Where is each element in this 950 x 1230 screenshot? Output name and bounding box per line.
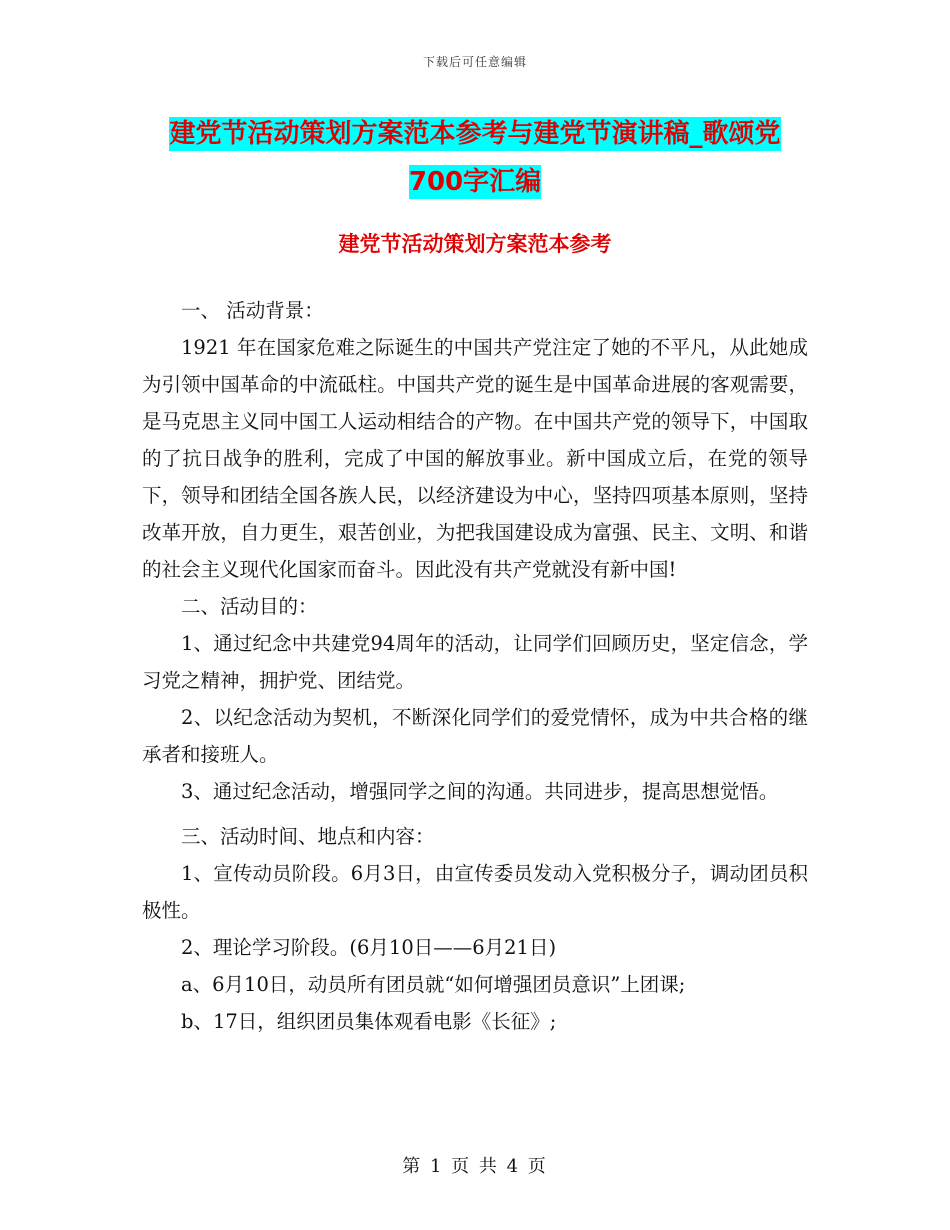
paragraph-purpose-3: 3、通过纪念活动，增强同学之间的沟通。共同进步，提高思想觉悟。 (181, 780, 779, 803)
paragraph-purpose-1: 1、通过纪念中共建党94周年的活动，让同学们回顾历史，坚定信念，学习党之精神，拥护党、团结党。 (142, 632, 808, 692)
paragraph-schedule-heading: 三、活动时间、地点和内容： (181, 825, 435, 848)
document-title (140, 110, 810, 206)
paragraph-schedule-2a: a、6月10日，动员所有团员就“如何增强团员意识”上团课; (181, 973, 686, 996)
paragraph-background-heading: 一、 活动背景： (181, 299, 324, 322)
paragraph-schedule-2b: b、17日，组织团员集体观看电影《长征》; (181, 1010, 557, 1033)
page-header-note: 下载后可任意编辑 (422, 55, 527, 69)
section-title: 建党节活动策划方案范本参考 (338, 232, 612, 256)
paragraph-schedule-2: 2、理论学习阶段。(6月10日——6月21日) (181, 936, 557, 959)
paragraph-purpose-2: 2、以纪念活动为契机，不断深化同学们的爱党情怀，成为中共合格的继承者和接班人。 (142, 706, 808, 766)
page-number-footer: 第 1 页 共 4 页 (402, 1156, 548, 1177)
paragraph-purpose-heading: 二、活动目的： (181, 595, 318, 618)
paragraph-background-text: 1921 年在国家危难之际诞生的中国共产党注定了她的不平凡，从此她成为引领中国革命的中流砥柱。中国共产党的诞生是中国革命进展的客观需要，是马克思主义同中国工人运动相结合的产物。在中国共产党的领导下，中国取的了抗日战争的胜利，完成了中国的解放事业。新中国成立后，在党的领导下，领导和团结全国各族人民，以经济建设为中心，坚持四项基本原则，坚持改革开放，自力更生，艰苦创业，为把我国建设成为富强、民主、文明、和谐的社会主义现代化国家而奋斗。因此没有共产党就没有新中国! (142, 336, 808, 581)
document-body (142, 292, 808, 1040)
paragraph-schedule-1: 1、宣传动员阶段。6月3日，由宣传委员发动入党积极分子，调动团员积极性。 (142, 862, 808, 922)
document-title-line2: 700字汇编 (408, 167, 542, 197)
document-title-line1: 建党节活动策划方案范本参考与建党节演讲稿_歌颂党 (169, 119, 781, 149)
